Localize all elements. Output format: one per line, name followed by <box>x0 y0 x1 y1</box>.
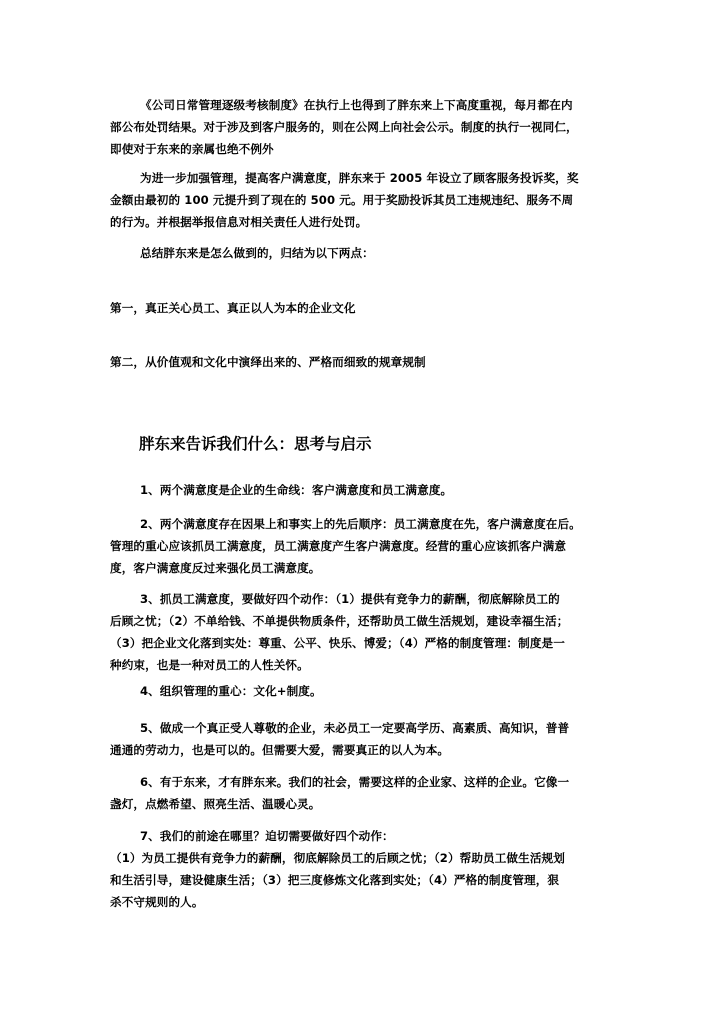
text-line: 为进一步加强管理，提高客户满意度，胖东来于 2005 年设立了顾客服务投诉奖，奖 <box>140 171 579 185</box>
text-line: 即使对于东来的亲属也绝不例外 <box>110 142 274 156</box>
text-line: 7、我们的前途在哪里？迫切需要做好四个动作： <box>140 829 394 843</box>
text-line: （3）把企业文化落到实处：尊重、公平、快乐、博爱；（4）严格的制度管理：制度是一 <box>110 636 565 650</box>
text-line: 的行为。并根据举报信息对相关责任人进行处罚。 <box>110 215 368 229</box>
item-6 <box>110 771 618 815</box>
paragraph-summary <box>110 242 618 264</box>
item-7 <box>110 825 618 913</box>
text-line: 和生活引导，建设健康生活；（3）把三度修炼文化落到实处；（4）严格的制度管理，狠 <box>110 873 560 887</box>
text-line: 金额由最初的 100 元提升到了现在的 500 元。用于奖励投诉其员工违规违纪、服务不周 <box>110 193 574 207</box>
text-line: 盏灯，点燃希望、照亮生活、温暖心灵。 <box>110 797 321 811</box>
section-title: 胖东来告诉我们什么：思考与启示 <box>139 435 372 453</box>
text-line: 部公布处罚结果。对于涉及到客户服务的，则在公网上向社会公示。制度的执行一视同仁， <box>110 120 578 134</box>
text-line: 6、有于东来，才有胖东来。我们的社会，需要这样的企业家、这样的企业。它像一 <box>140 775 570 789</box>
text-line: 管理的重心应该抓员工满意度，员工满意度产生客户满意度。经营的重心应该抓客户满意 <box>110 539 567 553</box>
text-line: 4、组织管理的重心：文化+制度。 <box>140 684 322 698</box>
text-line: 2、两个满意度存在因果上和事实上的先后顺序：员工满意度在先，客户满意度在后。 <box>140 517 581 531</box>
text-line: 通通的劳动力，也是可以的。但需要大爱，需要真正的以人为本。 <box>110 743 450 757</box>
text-line: 度，客户满意度反过来强化员工满意度。 <box>110 561 321 575</box>
text-line: 3、抓员工满意度，要做好四个动作：（1）提供有竞争力的薪酬，彻底解除员工的 <box>140 592 560 606</box>
paragraph-assessment-system <box>110 94 618 160</box>
text-line: （1）为员工提供有竞争力的薪酬，彻底解除员工的后顾之忧；（2）帮助员工做生活规划 <box>110 851 565 865</box>
text-line: 种约束，也是一种对员工的人性关怀。 <box>110 658 309 672</box>
point-first <box>110 297 618 319</box>
text-line: 1、两个满意度是企业的生命线：客户满意度和员工满意度。 <box>140 483 453 497</box>
text-line: 5、做成一个真正受人尊敬的企业，未必员工一定要高学历、高素质、高知识，普普 <box>140 721 570 735</box>
text-line: 《公司日常管理逐级考核制度》在执行上也得到了胖东来上下高度重视，每月都在内 <box>140 98 573 112</box>
item-3 <box>110 588 618 676</box>
item-5 <box>110 717 618 761</box>
paragraph-complaint-award <box>110 167 618 233</box>
item-2 <box>110 513 618 579</box>
text-line: 总结胖东来是怎么做到的，归结为以下两点： <box>140 246 374 260</box>
item-4 <box>110 680 618 702</box>
item-1 <box>110 479 618 501</box>
text-line: 杀不守规则的人。 <box>110 895 204 909</box>
text-line: 后顾之忧；（2）不单给钱、不单提供物质条件，还帮助员工做生活规划，建设幸福生活； <box>110 614 569 628</box>
point-second <box>110 351 618 373</box>
text-line: 第一，真正关心员工、真正以人为本的企业文化 <box>110 301 356 315</box>
text-line: 第二，从价值观和文化中演绎出来的、严格而细致的规章规制 <box>110 355 426 369</box>
